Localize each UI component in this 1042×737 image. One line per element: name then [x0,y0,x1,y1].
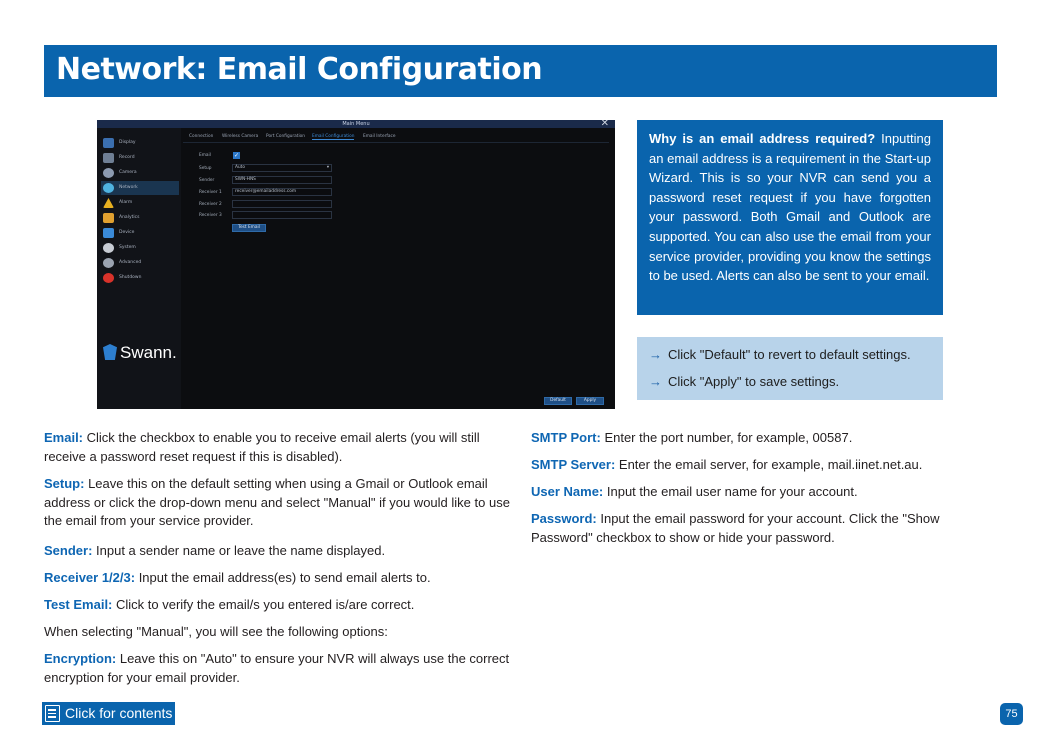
para-email [44,429,514,466]
nvr-sidebar [97,128,181,409]
email-checkbox[interactable]: ✓ [233,152,240,159]
para-receiver [44,569,514,588]
term: Setup: [44,476,85,491]
para-smtp-server [531,456,1001,475]
tip-text: Click "Default" to revert to default settings. [668,347,911,362]
setup-select[interactable] [232,164,332,172]
description: Enter the email server, for example, mail.iinet.net.au. [615,457,923,472]
nav-label: Alarm [119,200,133,205]
para-test-email [44,596,514,615]
tip-item [649,346,943,373]
para-encryption [44,650,514,687]
nav-label: Advanced [119,260,142,265]
tab-email-interface[interactable]: Email Interface [363,134,396,139]
contents-link[interactable] [42,702,175,725]
contents-link-label: Click for contents [65,705,173,721]
setup-value: Auto [235,165,245,170]
term: Email: [44,430,84,445]
swann-shield-icon [103,344,117,360]
camera-icon [103,168,114,178]
term: Sender: [44,543,93,558]
receiver2-label: Receiver 2 [199,202,222,207]
para-user-name [531,483,1001,502]
arrow-right-icon: → [649,347,662,362]
page-title: Network: Email Configuration [56,52,543,87]
description: Input a sender name or leave the name displayed. [92,543,386,558]
info-text: Inputting an email address is a requirement in the Start-up Wizard. This is so your NVR can send you a password reset request if you have forgotten your password. Both Gmail and Outlook are supported. You can also use the email from your service provider, providing you know the settings to be used. Alerts can also be sent to your email. [649,131,931,284]
receiver1-label: Receiver 1 [199,190,222,195]
nvr-screenshot [97,120,615,409]
nav-item-display[interactable] [101,136,179,150]
title-bar [44,45,997,97]
description: Input the email address(es) to send email alerts to. [135,570,431,585]
tip-item [649,373,943,400]
nav-item-network[interactable] [101,181,179,195]
nav-label: Shutdown [119,275,142,280]
tab-connection[interactable]: Connection [189,134,214,139]
arrow-right-icon: → [649,374,662,389]
tip-text: Click "Apply" to save settings. [668,374,840,389]
nav-label: Display [119,140,136,145]
term: Encryption: [44,651,117,666]
description: Click the checkbox to enable you to receive email alerts (you will still receive a password reset request if this is disabled). [44,430,480,464]
network-icon [103,183,114,193]
term: Receiver 1/2/3: [44,570,136,585]
device-icon [103,228,114,238]
term: User Name: [531,484,604,499]
tab-divider [183,142,609,143]
power-icon [103,273,114,283]
nvr-title-bar [97,120,615,128]
description: Enter the port number, for example, 00587. [600,430,853,445]
receiver2-input[interactable] [232,200,332,208]
nav-item-shutdown[interactable] [101,271,179,285]
default-button[interactable]: Default [544,397,572,405]
description: Click to verify the email/s you entered is/are correct. [112,597,415,612]
tab-port-configuration[interactable]: Port Configuration [266,134,306,139]
term: Test Email: [44,597,113,612]
analytics-icon [103,213,114,223]
gear-icon [103,243,114,253]
sender-label: Sender [199,178,215,183]
term: SMTP Server: [531,457,616,472]
nvr-window-title: Main Menu [342,121,370,127]
swann-logo [103,343,177,363]
term: SMTP Port: [531,430,601,445]
para-password [531,510,1001,547]
apply-button[interactable]: Apply [576,397,604,405]
description: Leave this on "Auto" to ensure your NVR will always use the correct encryption for your email provider. [44,651,510,685]
nav-label: Camera [119,170,137,175]
para-sender [44,542,514,561]
info-box [637,120,943,315]
receiver3-input[interactable] [232,211,332,219]
para-manual [44,623,514,642]
alarm-icon [103,198,114,208]
record-icon [103,153,114,163]
term: Password: [531,511,597,526]
description: Input the email user name for your account. [603,484,858,499]
brand-text: Swann. [120,343,177,362]
description: Leave this on the default setting when using a Gmail or Outlook email address or click the drop-down menu and select "Manual" if you would like to use the email from your service provider. [44,476,510,529]
nav-item-record[interactable] [101,151,179,165]
tab-wireless-camera[interactable]: Wireless Camera [222,134,259,139]
nav-label: Network [119,185,138,190]
setup-label: Setup [199,166,212,171]
nav-label: Record [119,155,135,160]
para-smtp-port [531,429,1001,448]
tab-email-configuration[interactable]: Email Configuration [312,134,355,139]
description: When selecting "Manual", you will see the following options: [44,624,388,639]
advanced-icon [103,258,114,268]
nav-item-advanced[interactable] [101,256,179,270]
display-icon [103,138,114,148]
tips-box [637,337,943,400]
page-number: 75 [1000,703,1023,725]
nav-item-device[interactable] [101,226,179,240]
para-setup [44,475,514,531]
description: Input the email password for your account. Click the "Show Password" checkbox to show or hide your password. [531,511,940,545]
nav-item-camera[interactable] [101,166,179,180]
test-email-button[interactable]: Test Email [232,224,266,232]
nav-label: System [119,245,136,250]
document-icon [45,705,60,722]
nav-item-analytics[interactable] [101,211,179,225]
nav-label: Analytics [119,215,140,220]
info-heading: Why is an email address required? [649,131,876,146]
sender-input[interactable]: SWN-HNS [232,176,332,184]
close-icon[interactable]: ✕ [600,120,609,129]
nav-item-alarm[interactable] [101,196,179,210]
receiver3-label: Receiver 3 [199,213,222,218]
email-label: Email [199,153,211,158]
receiver1-input[interactable]: receiver@emailaddress.com [232,188,332,196]
chevron-down-icon: ▾ [326,165,329,170]
nav-item-system[interactable] [101,241,179,255]
nav-label: Device [119,230,135,235]
